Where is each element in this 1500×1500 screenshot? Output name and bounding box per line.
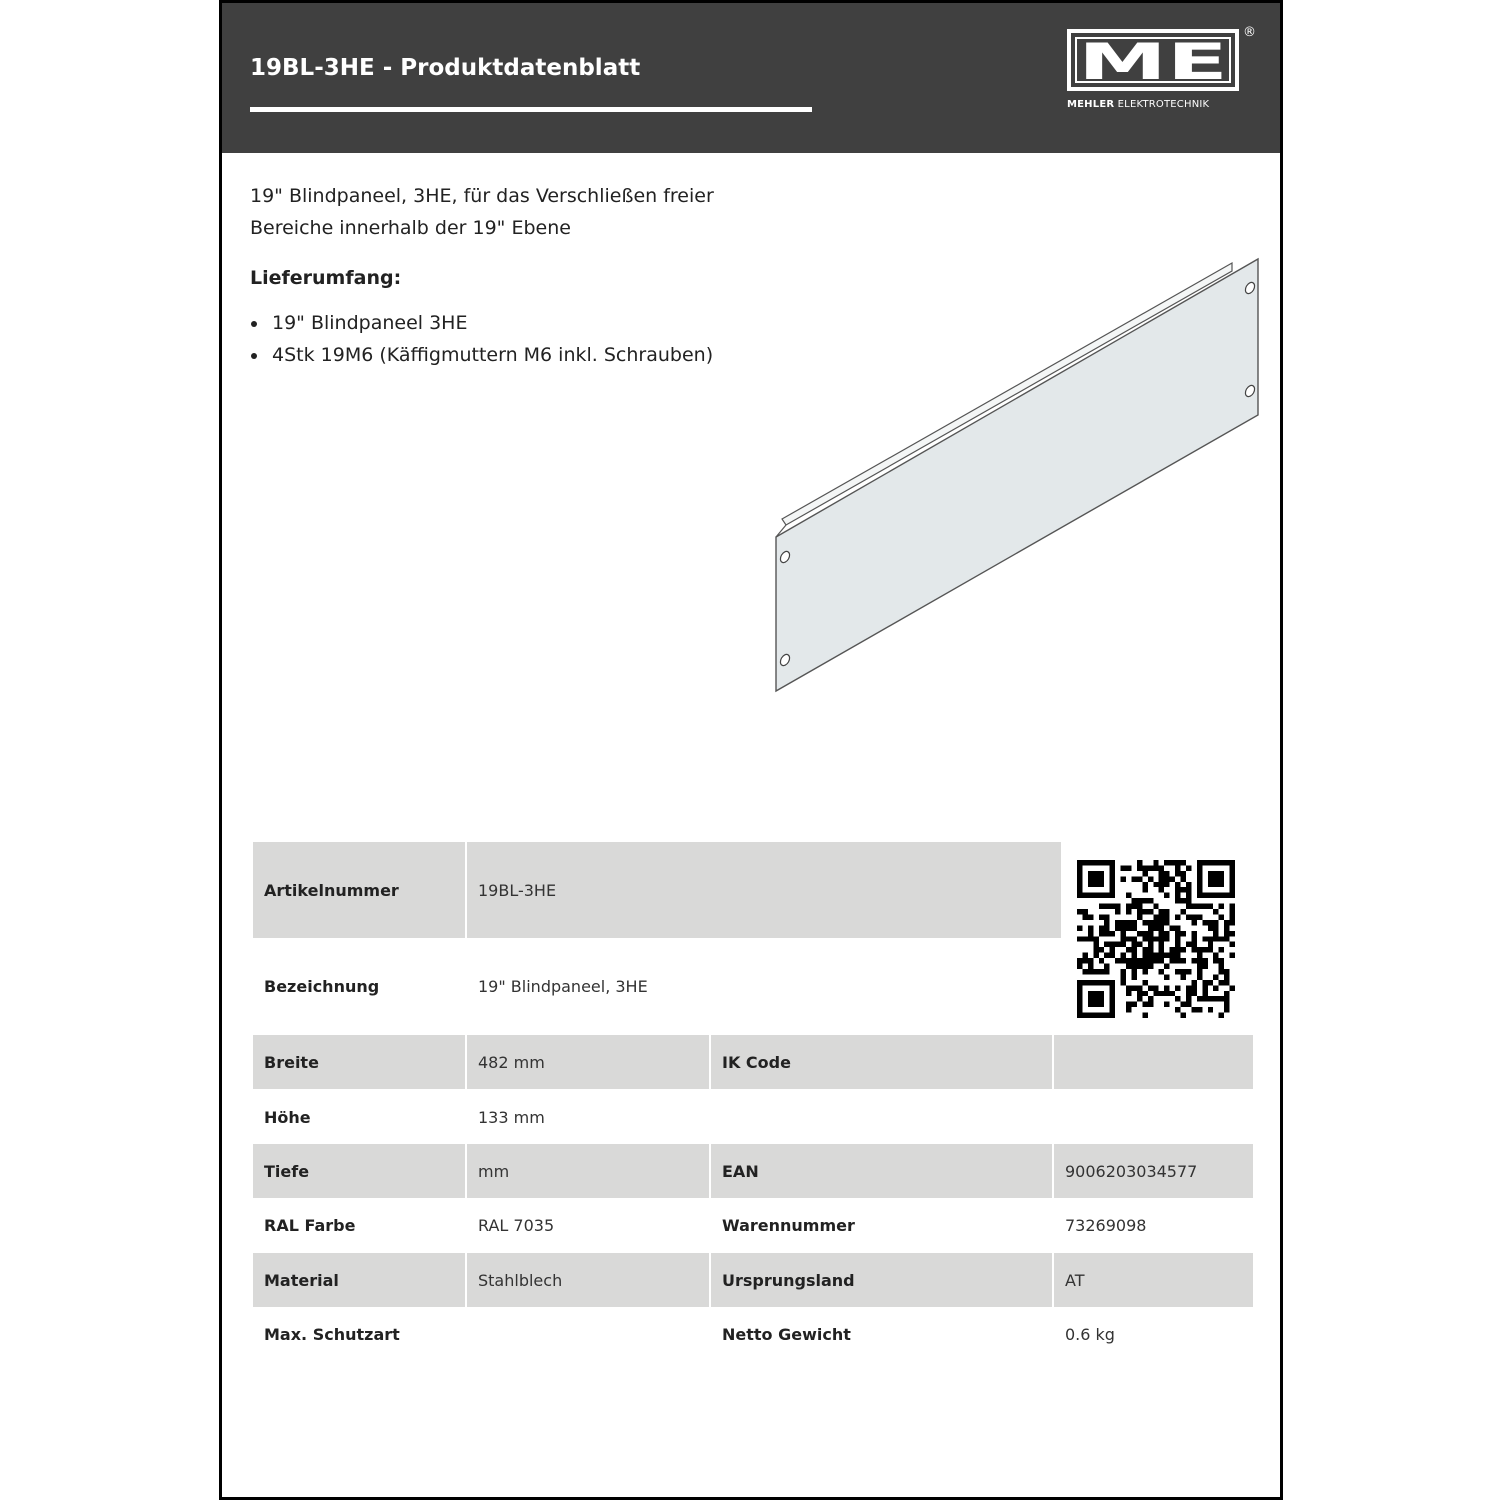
- value-bezeichnung: 19" Blindpaneel, 3HE: [478, 976, 648, 996]
- scope-item: 19" Blindpaneel 3HE: [250, 307, 713, 339]
- spec-label: Material: [264, 1270, 339, 1290]
- spec-label: Warennummer: [722, 1215, 855, 1235]
- label-artikelnummer: Artikelnummer: [264, 880, 399, 900]
- spec-value: Stahlblech: [478, 1270, 563, 1290]
- row-bezeichnung: [253, 938, 1061, 1034]
- product-description: [250, 180, 770, 244]
- label-bezeichnung: Bezeichnung: [264, 976, 380, 996]
- description-line-1: 19" Blindpaneel, 3HE, für das Verschließen freier: [250, 185, 714, 207]
- spec-value: 482 mm: [478, 1052, 545, 1072]
- datasheet-page: [219, 0, 1283, 1500]
- spec-label: Breite: [264, 1052, 319, 1072]
- spec-label: IK Code: [722, 1052, 791, 1072]
- spec-row: [253, 1253, 1253, 1307]
- spec-label: Höhe: [264, 1107, 311, 1127]
- spec-value: 73269098: [1065, 1215, 1147, 1235]
- scope-list: [250, 307, 713, 371]
- svg-text:ME: ME: [1078, 33, 1228, 91]
- spec-value: 9006203034577: [1065, 1161, 1198, 1181]
- row-artikelnummer: [253, 842, 1061, 938]
- registered-mark: ®: [1243, 25, 1256, 40]
- scope-item: 4Stk 19M6 (Käffigmuttern M6 inkl. Schrauben): [250, 339, 713, 371]
- spec-row: [253, 1198, 1253, 1252]
- spec-label: Netto Gewicht: [722, 1324, 851, 1344]
- spec-value: RAL 7035: [478, 1215, 555, 1235]
- blind-panel-illustration: [772, 255, 1264, 695]
- header-bar: [222, 0, 1280, 153]
- logo-me-letters: [1067, 29, 1239, 91]
- qr-code: [1077, 860, 1235, 1018]
- spec-value: mm: [478, 1161, 510, 1181]
- spec-label: Tiefe: [264, 1161, 310, 1181]
- title-underline: [250, 107, 812, 112]
- logo-subtitle: MEHLER ELEKTROTECHNIK: [1067, 99, 1210, 110]
- value-artikelnummer: 19BL-3HE: [478, 880, 557, 900]
- mehler-logo: [1067, 25, 1257, 119]
- spec-label: Ursprungsland: [722, 1270, 855, 1290]
- spec-label: RAL Farbe: [264, 1215, 356, 1235]
- spec-row: [253, 1307, 1253, 1361]
- spec-row: [253, 1035, 1253, 1089]
- scope-heading: Lieferumfang:: [250, 267, 402, 289]
- spec-label: EAN: [722, 1161, 759, 1181]
- spec-value: 133 mm: [478, 1107, 545, 1127]
- description-line-2: Bereiche innerhalb der 19" Ebene: [250, 217, 571, 239]
- page-title: 19BL-3HE - Produktdatenblatt: [250, 55, 641, 81]
- spec-row: [253, 1144, 1253, 1198]
- spec-value: 0.6 kg: [1065, 1324, 1115, 1344]
- spec-label: Max. Schutzart: [264, 1324, 400, 1344]
- spec-row: [253, 1090, 1253, 1144]
- spec-value: AT: [1065, 1270, 1085, 1290]
